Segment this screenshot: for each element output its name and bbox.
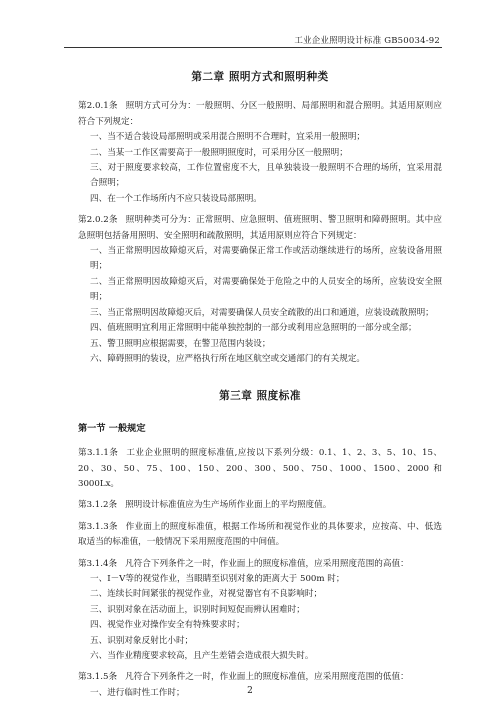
clause-paragraph [78, 520, 442, 551]
clause-text: 照明设计标准值应为生产场所作业面上的平均照度值。 [125, 500, 332, 511]
clause-number: 第3.1.1条 [78, 448, 119, 459]
clause-number: 第3.1.2条 [78, 500, 118, 511]
clause-paragraph [78, 213, 442, 244]
clause-number: 第3.1.4条 [78, 558, 118, 569]
list-item: 四、在一个工作场所内不应只装设局部照明。 [90, 193, 262, 204]
clause-3-1-3 [78, 520, 442, 551]
list-item: 一、当不适合装设局部照明或采用混合照明不合理时，宜采用一般照明； [90, 132, 366, 143]
list-item: 二、当正常照明因故障熄灭后，对需要确保处于危险之中的人员安全的场所，应装设安全照明； [90, 276, 442, 303]
section-1-title: 第一节 一般规定 [78, 422, 146, 434]
list-item: 五、警卫照明应根据需要，在警卫范围内装设； [90, 338, 271, 349]
page-content [78, 60, 442, 707]
clause-text: 凡符合下列条件之一时，作业面上的照度标准值，应采用照度范围的高值： [125, 558, 409, 569]
list-item: 三、对于照度要求较高，工作位置密度不大，且单独装设一般照明不合理的场所，宜采用混合照明； [90, 163, 442, 189]
list-item: 六、障碍照明的装设，应严格执行所在地区航空或交通部门的有关规定。 [90, 353, 366, 364]
clause-text: 照明种类可分为：正常照明、应急照明、值班照明、警卫照明和障碍照明。其中应急照明包括备用照明、安全照明和疏散照明，其适用原则应符合下列规定： [78, 215, 442, 241]
clause-paragraph [78, 557, 442, 572]
list-item: 三、当正常照明因故障熄灭后，对需要确保人员安全疏散的出口和通道，应装设疏散照明； [90, 307, 434, 318]
list-item: 六、当作业精度要求较高，且产生差错会造成很大损失时。 [90, 651, 314, 661]
chapter-3-title: 第三章 照度标准 [219, 390, 301, 403]
list-item: 二、当某一工作区需要高于一般照明照度时，可采用分区一般照明； [90, 147, 348, 158]
clause-text: 作业面上的照度标准值，根据工作场所和视觉作业的具体要求，应按高、中、低选取适当的标准值，一般情况下采用照度范围的中间值。 [78, 521, 442, 548]
clause-number: 第3.1.3条 [78, 521, 118, 532]
list-item: 一、Ⅰ－Ⅴ等的视觉作业，当眼睛至识别对象的距离大于 500m 时； [90, 573, 345, 584]
clause-paragraph [78, 498, 442, 513]
clause-text: 凡符合下列条件之一时，作业面上的照度标准值，应采用照度范围的低值： [125, 672, 409, 683]
list-item: 三、识别对象在活动面上，识别时间短促而辨认困难时； [90, 604, 305, 615]
header-rule [64, 47, 442, 48]
clause-paragraph [78, 670, 442, 685]
list-item: 一、进行临时性工作时； [90, 687, 185, 698]
clause-number: 第3.1.5条 [78, 672, 118, 683]
list-item: 四、视觉作业对操作安全有特殊要求时； [90, 620, 245, 631]
list-item: 一、当正常照明因故障熄灭后，对需要确保正常工作或活动继续进行的场所，应装设备用照明； [90, 246, 442, 272]
clause-number: 第2.0.2条 [78, 215, 118, 226]
clause-2-0-1 [78, 99, 442, 207]
clause-text: 照明方式可分为：一般照明、分区一般照明、局部照明和混合照明。其适用原则应符合下列规定： [78, 101, 442, 127]
page-number: 2 [247, 686, 253, 696]
chapter-2-title: 第二章 照明方式和照明种类 [191, 71, 329, 83]
clause-3-1-4 [78, 557, 442, 665]
list-item: 二、连续长时间紧张的视觉作业，对视觉器官有不良影响时； [90, 589, 323, 600]
clause-text: 工业企业照明的照度标准值,应按以下系列分级：0.1、1、2、3、5、10、15、20、30、50、75、100、150、200、300、500、750、1000、1500、2000 和 3000Lx。 [78, 448, 442, 489]
clause-paragraph [78, 446, 442, 492]
list-item: 四、值班照明宜利用正常照明中能单独控制的一部分或利用应急照明的一部分或全部； [90, 323, 417, 334]
clause-2-0-2 [78, 213, 442, 367]
clause-3-1-2 [78, 498, 442, 513]
clause-3-1-1 [78, 446, 442, 492]
clause-paragraph [78, 99, 442, 130]
running-header: 工业企业照明设计标准 GB50034-92 [294, 36, 440, 46]
list-item: 五、识别对象反射比小时； [90, 635, 194, 646]
clause-number: 第2.0.1条 [78, 101, 118, 112]
